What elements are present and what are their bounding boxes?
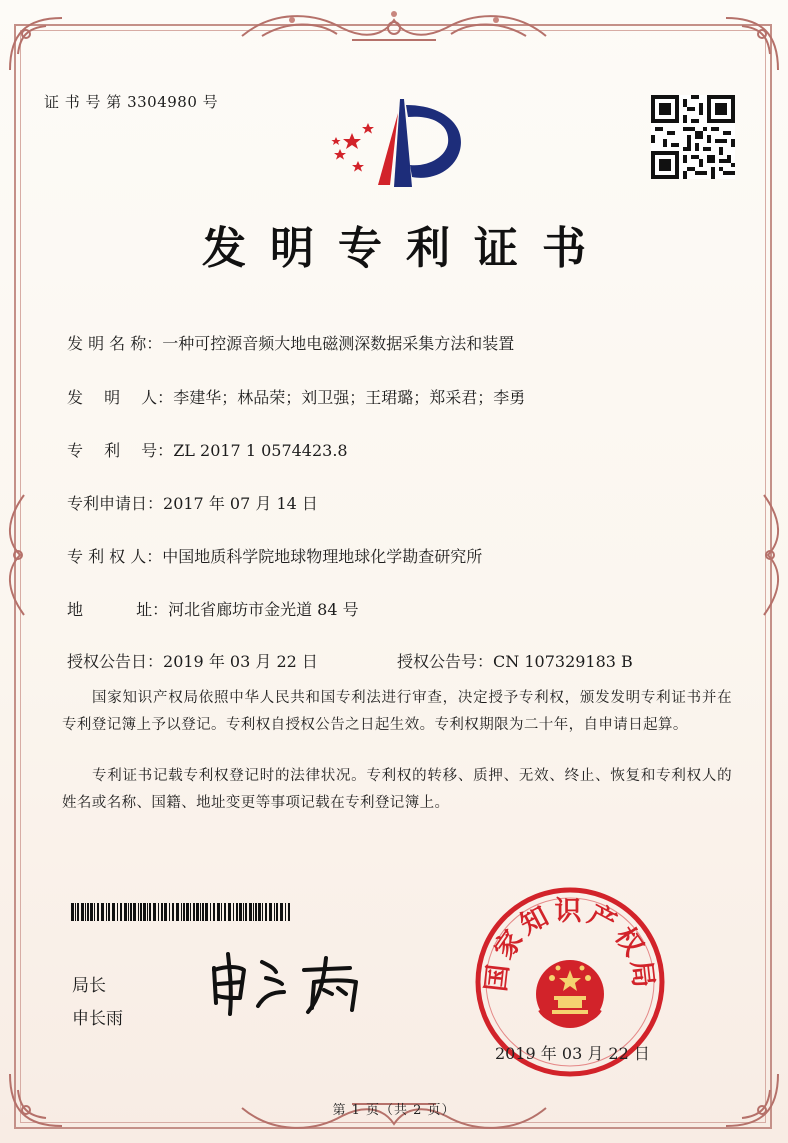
- field-announcement-number: [397, 649, 633, 672]
- field-label: 专 利 号：: [67, 441, 174, 460]
- field-value: CN 107329183 B: [493, 652, 633, 671]
- field-address: [67, 597, 359, 620]
- field-invention-name: [67, 331, 514, 354]
- field-grant-date: [67, 649, 318, 672]
- field-inventors: [67, 385, 525, 408]
- page-indicator: 第 1 页（共 2 页）: [332, 1103, 456, 1118]
- seal-text: 国家知识产权局: [480, 896, 660, 994]
- director-signature: [200, 948, 400, 1022]
- seal-date: 2019 年 03 月 22 日: [495, 1044, 650, 1063]
- field-value: 李建华；林品荣；刘卫强；王珺璐；郑采君；李勇: [173, 388, 526, 407]
- field-label: 授权公告日：: [67, 652, 164, 671]
- right-ornament: [756, 490, 784, 620]
- field-label: 发 明 名 称：: [67, 334, 163, 353]
- barcode-icon: [71, 903, 293, 925]
- director-title: 局长: [72, 976, 106, 996]
- field-value: ZL 2017 1 0574423.8: [173, 441, 348, 460]
- corner-ornament-top-right: [722, 14, 782, 74]
- field-value: 中国地质科学院地球物理地球化学勘查研究所: [162, 547, 483, 566]
- field-value: 一种可控源音频大地电磁测深数据采集方法和装置: [162, 334, 515, 353]
- corner-ornament-top-left: [6, 14, 66, 74]
- qr-code-icon: [651, 95, 735, 179]
- director-name: 申长雨: [72, 1009, 123, 1029]
- field-label: 专 利 权 人：: [67, 547, 163, 566]
- patent-office-emblem-icon: [328, 95, 468, 199]
- statement-paragraph-1: 国家知识产权局依照中华人民共和国专利法进行审查，决定授予专利权，颁发发明专利证书并在专利登记簿上予以登记。专利权自授权公告之日起生效。专利权期限为二十年，自申请日起算。: [62, 690, 732, 733]
- field-filing-date: [67, 491, 318, 514]
- field-value: 2019 年 03 月 22 日: [163, 652, 318, 671]
- field-label: 发 明 人：: [67, 388, 174, 407]
- field-value: 2017 年 07 月 14 日: [163, 494, 318, 513]
- certificate-title: 发明专利证书: [202, 223, 610, 274]
- field-label: 授权公告号：: [397, 652, 494, 671]
- field-patent-number: [67, 438, 348, 461]
- field-patentee: [67, 544, 482, 567]
- certificate-number: 证 书 号 第 3304980 号: [44, 93, 219, 111]
- field-label: 地 址：: [67, 600, 169, 619]
- left-ornament: [4, 490, 32, 620]
- field-label: 专利申请日：: [67, 494, 164, 513]
- field-value: 河北省廊坊市金光道 84 号: [168, 600, 359, 619]
- top-ornament: [232, 6, 556, 46]
- statement-paragraph-2: 专利证书记载专利权登记时的法律状况。专利权的转移、质押、无效、终止、恢复和专利权人的姓名或名称、国籍、地址变更等事项记载在专利登记簿上。: [62, 768, 732, 811]
